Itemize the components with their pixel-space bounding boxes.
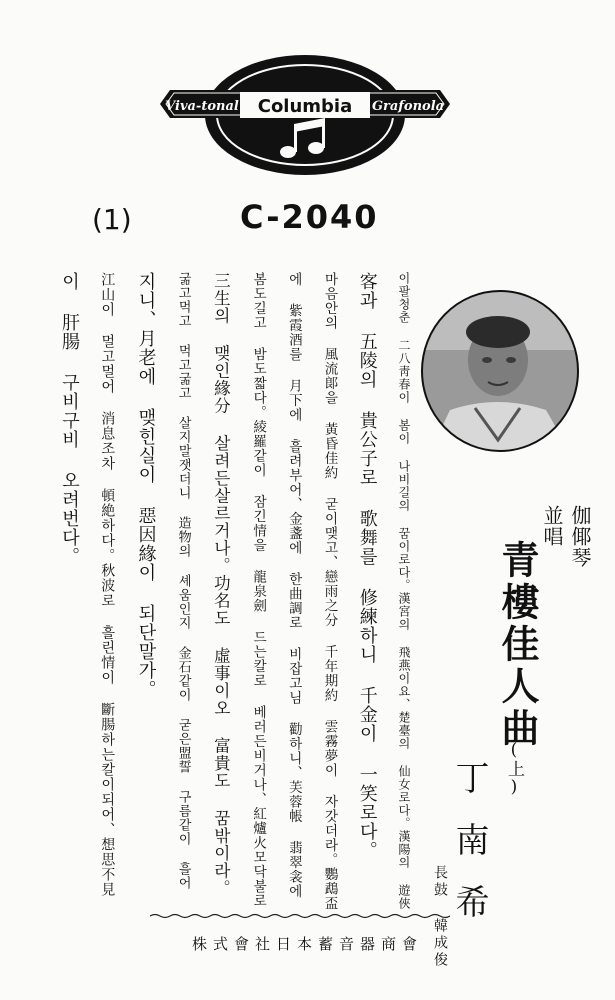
singer-portrait (420, 290, 580, 452)
singer-name: 丁南希 (449, 760, 489, 946)
lyric-line: 굶고먹고 먹고굶고 살지말잿더니 造物의 셰움인지 金石같이 굳은盟誓 구름같이 흘어 (175, 272, 191, 890)
lyric-line: 이 肝腸 구비구비 오려번다。 (59, 272, 80, 566)
label-left-word: Viva-tonal (165, 99, 239, 114)
lyric-line: 客과 五陵의 貴公子로 歌舞를 修練하니 千金이 一笑로다。 (356, 272, 378, 860)
catalog-number: C-2040 (240, 198, 379, 236)
label-right-word: Grafonola (371, 99, 445, 114)
performance-style (540, 505, 592, 568)
lyric-line: 마음안의 風流郞을 黃昏佳約 굳이맺고、戀雨之分 千年期約 雲霧夢이 자갓더라。鸚鵡盃 (321, 272, 338, 911)
lyrics-block (60, 272, 410, 912)
lyric-line: 에 紫霞酒를 月下에 흘려부어、金盞에 한曲調로 비잡고님 勸하니、芙蓉帳 翡翠衾에 (285, 272, 302, 899)
lyric-line: 江山이 멀고멀어 消息조차 頓絶하다。秋波로 흘린情이 斷腸하는칼이되어、想思不見 (99, 272, 116, 897)
subtitle-line-1: 伽倻琴 (568, 505, 592, 568)
lyric-line: 三生의 맺인緣分 살려든살르거나。功名도 虛事이오 富貴도 꿈밖이라。 (211, 272, 231, 897)
wavy-divider (150, 913, 450, 919)
accompanist: 長鼓 韓成俊 (432, 865, 448, 969)
lyric-line: 이팔청춘 二八靑春이 봄이 나비길의 꿈이로다。漢宮의 飛燕이요、楚臺의 仙女로다。漢陽의 遊俠 (396, 272, 411, 910)
brand-name: Columbia (257, 96, 353, 117)
lyric-line: 봄도길고 밤도짧다。綾羅같이 잠긴情을 龍泉劍 드는칼로 베러든비거나、紅爐火모닥불로 (250, 272, 267, 908)
page-number: (1) (92, 203, 132, 236)
lyric-line: 지니、月老에 맺힌실이 惡因緣이 되단말가。 (135, 272, 157, 699)
song-title: 青樓佳人曲 (495, 540, 539, 750)
part-label: (上) (504, 740, 524, 797)
company-footer: 株式會社日本蓄音器商會 (191, 935, 423, 953)
columbia-logo (150, 52, 460, 178)
subtitle-line-2: 並唱 (540, 505, 564, 547)
